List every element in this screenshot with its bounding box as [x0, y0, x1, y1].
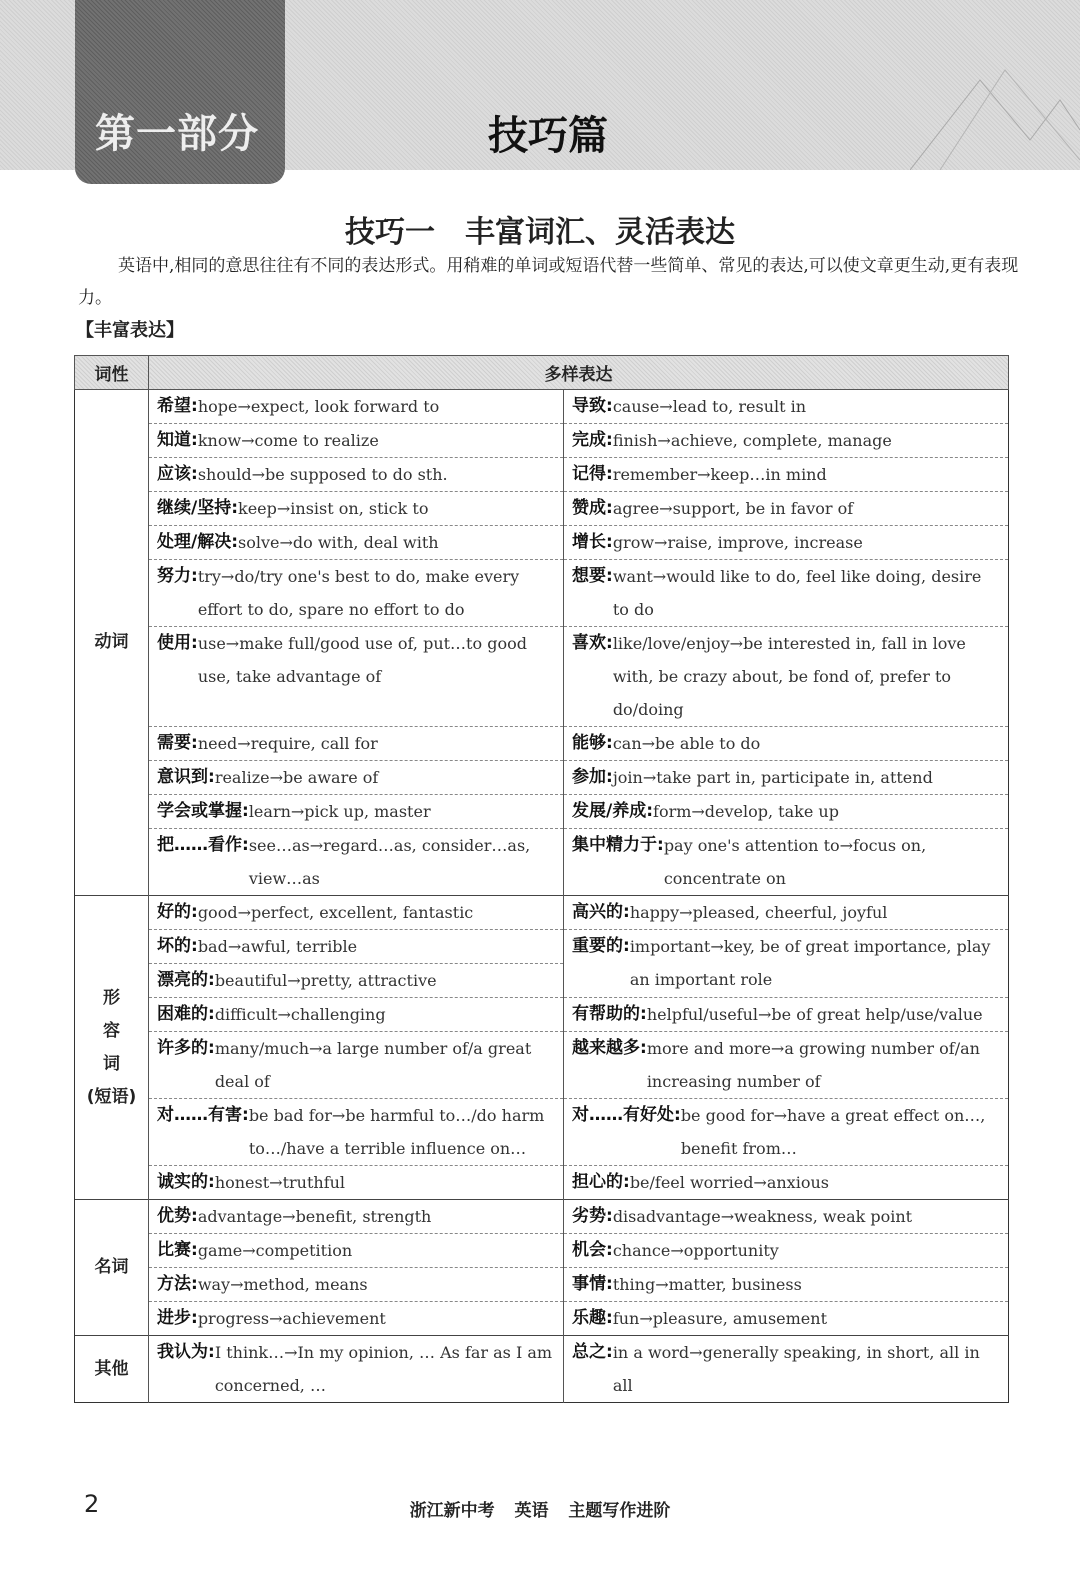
expression-text: in a word→generally speaking, in short, all in all — [612, 1343, 980, 1395]
expression-entry — [572, 930, 1000, 996]
right-cell — [564, 526, 1009, 560]
meaning-label: 应该: — [157, 464, 198, 484]
meaning-label: 喜欢: — [572, 633, 613, 653]
right-cell — [564, 1032, 1009, 1099]
table-row — [75, 526, 1009, 560]
meaning-label: 越来越多: — [572, 1038, 647, 1058]
meaning-label: 想要: — [572, 566, 613, 586]
expression-entry — [572, 1234, 1000, 1267]
expression-text: be/feel worried→anxious — [629, 1173, 829, 1192]
expression-text: hope→expect, look forward to — [197, 397, 440, 416]
expression-entry — [157, 829, 555, 895]
right-cell — [564, 727, 1009, 761]
expression-text: learn→pick up, master — [248, 802, 431, 821]
expression-text: game→competition — [197, 1241, 353, 1260]
part-label: 第一部分 — [95, 111, 259, 157]
expression-entry — [157, 526, 555, 559]
right-cell — [564, 390, 1009, 424]
table-row — [75, 424, 1009, 458]
meaning-label: 集中精力于: — [572, 835, 664, 855]
right-cell — [564, 930, 1009, 998]
table-row — [75, 998, 1009, 1032]
expression-entry — [572, 424, 1000, 457]
meaning-label: 增长: — [572, 532, 613, 552]
table-row — [75, 1234, 1009, 1268]
right-cell — [564, 1099, 1009, 1166]
meaning-label: 乐趣: — [572, 1308, 613, 1328]
expression-entry — [572, 727, 1000, 760]
right-cell — [564, 1234, 1009, 1268]
meaning-label: 我认为: — [157, 1342, 215, 1362]
meaning-label: 把……看作: — [157, 835, 249, 855]
expression-text: advantage→benefit, strength — [197, 1207, 432, 1226]
expression-text: should→be supposed to do sth. — [197, 465, 448, 484]
expression-entry — [572, 390, 1000, 423]
right-cell — [564, 1302, 1009, 1336]
expression-entry — [157, 998, 555, 1031]
right-cell — [564, 492, 1009, 526]
category-cell: 名词 — [75, 1200, 149, 1336]
expression-text: can→be able to do — [612, 734, 761, 753]
mountain-decoration-icon — [910, 60, 1080, 170]
meaning-label: 总之: — [572, 1342, 613, 1362]
left-cell — [149, 1268, 564, 1302]
table-row — [75, 727, 1009, 761]
table-row — [75, 1166, 1009, 1200]
left-cell — [149, 761, 564, 795]
meaning-label: 机会: — [572, 1240, 613, 1260]
expression-text: see…as→regard…as, consider…as, view…as — [248, 836, 531, 888]
left-cell — [149, 727, 564, 761]
left-cell — [149, 492, 564, 526]
expression-text: use→make full/good use of, put…to good use, take advantage of — [197, 634, 527, 686]
expression-entry — [157, 964, 555, 997]
left-cell — [149, 627, 564, 727]
right-cell — [564, 1166, 1009, 1200]
table-row — [75, 1200, 1009, 1234]
left-cell — [149, 829, 564, 896]
meaning-label: 希望: — [157, 396, 198, 416]
expression-entry — [157, 1336, 555, 1402]
header-expressions: 多样表达 — [149, 356, 1009, 390]
left-cell — [149, 1099, 564, 1166]
expression-text: like/love/enjoy→be interested in, fall in love with, be crazy about, be fond of, prefer to do/doing — [612, 634, 966, 719]
expression-text: pay one's attention to→focus on, concentrate on — [663, 836, 927, 888]
meaning-label: 导致: — [572, 396, 613, 416]
expression-entry — [572, 1268, 1000, 1301]
left-cell — [149, 560, 564, 627]
expression-text: happy→pleased, cheerful, joyful — [629, 903, 888, 922]
meaning-label: 对……有害: — [157, 1105, 249, 1125]
meaning-label: 意识到: — [157, 767, 215, 787]
expression-entry — [157, 1234, 555, 1267]
meaning-label: 高兴的: — [572, 902, 630, 922]
expression-entry — [157, 1032, 555, 1098]
meaning-label: 学会或掌握: — [157, 801, 249, 821]
expression-text: fun→pleasure, amusement — [612, 1309, 827, 1328]
expression-entry — [157, 727, 555, 760]
expression-text: be bad for→be harmful to…/do harm to…/have a terrible influence on… — [248, 1106, 545, 1158]
expression-text: need→require, call for — [197, 734, 378, 753]
table-row — [75, 896, 1009, 930]
expression-text: join→take part in, participate in, attend — [612, 768, 933, 787]
meaning-label: 方法: — [157, 1274, 198, 1294]
table-row — [75, 761, 1009, 795]
expression-text: honest→truthful — [214, 1173, 346, 1192]
skill-title: 技巧一 丰富词汇、灵活表达 — [345, 215, 735, 250]
expression-text: want→would like to do, feel like doing, desire to do — [612, 567, 982, 619]
right-cell — [564, 998, 1009, 1032]
expression-text: grow→raise, improve, increase — [612, 533, 863, 552]
header-pos: 词性 — [75, 356, 149, 390]
expression-text: beautiful→pretty, attractive — [214, 971, 437, 990]
expression-text: important→key, be of great importance, play an important role — [629, 937, 991, 989]
left-cell — [149, 424, 564, 458]
table-row — [75, 829, 1009, 896]
table-row — [75, 930, 1009, 964]
right-cell — [564, 1200, 1009, 1234]
expression-entry — [157, 424, 555, 457]
meaning-label: 发展/养成: — [572, 801, 654, 821]
part-title: 技巧篇 — [488, 113, 608, 159]
meaning-label: 对……有好处: — [572, 1105, 681, 1125]
expression-entry — [572, 1200, 1000, 1233]
table-row — [75, 458, 1009, 492]
expression-text: chance→opportunity — [612, 1241, 779, 1260]
meaning-label: 继续/坚持: — [157, 498, 239, 518]
meaning-label: 劣势: — [572, 1206, 613, 1226]
meaning-label: 许多的: — [157, 1038, 215, 1058]
expression-text: difficult→challenging — [214, 1005, 386, 1024]
meaning-label: 事情: — [572, 1274, 613, 1294]
left-cell — [149, 998, 564, 1032]
expression-entry — [157, 458, 555, 491]
meaning-label: 参加: — [572, 767, 613, 787]
expression-entry — [157, 1166, 555, 1199]
expression-entry — [572, 1166, 1000, 1199]
right-cell — [564, 761, 1009, 795]
meaning-label: 努力: — [157, 566, 198, 586]
expression-entry — [572, 492, 1000, 525]
table-row — [75, 1268, 1009, 1302]
left-cell — [149, 1166, 564, 1200]
table-row — [75, 1099, 1009, 1166]
part-tab — [75, 0, 285, 184]
table-row — [75, 795, 1009, 829]
expression-entry — [572, 1032, 1000, 1098]
meaning-label: 优势: — [157, 1206, 198, 1226]
expression-entry — [157, 795, 555, 828]
category-cell: 形 容 词 (短语) — [75, 896, 149, 1200]
expression-text: solve→do with, deal with — [238, 533, 439, 552]
right-cell — [564, 829, 1009, 896]
expression-text: try→do/try one's best to do, make every effort to do, spare no effort to do — [197, 567, 520, 619]
expression-entry — [157, 1268, 555, 1301]
expression-entry — [157, 761, 555, 794]
left-cell — [149, 964, 564, 998]
left-cell — [149, 1200, 564, 1234]
expression-text: know→come to realize — [197, 431, 379, 450]
left-cell — [149, 795, 564, 829]
expression-entry — [157, 896, 555, 929]
intro-paragraph: 英语中,相同的意思往往有不同的表达形式。用稍难的单词或短语代替一些简单、常见的表达,可以使文章更生动,更有表现力。 — [78, 256, 1019, 308]
left-cell — [149, 896, 564, 930]
table-row — [75, 390, 1009, 424]
meaning-label: 担心的: — [572, 1172, 630, 1192]
expression-entry — [572, 998, 1000, 1031]
expression-entry — [572, 627, 1000, 726]
expression-text: many/much→a large number of/a great deal of — [214, 1039, 532, 1091]
meaning-label: 诚实的: — [157, 1172, 215, 1192]
meaning-label: 比赛: — [157, 1240, 198, 1260]
category-cell: 动词 — [75, 390, 149, 896]
right-cell — [564, 1336, 1009, 1403]
expression-entry — [157, 1302, 555, 1335]
table-row — [75, 627, 1009, 727]
expression-text: be good for→have a great effect on…, benefit from… — [680, 1106, 986, 1158]
expression-text: progress→achievement — [197, 1309, 386, 1328]
left-cell — [149, 930, 564, 964]
left-cell — [149, 458, 564, 492]
expression-entry — [572, 458, 1000, 491]
meaning-label: 重要的: — [572, 936, 630, 956]
left-cell — [149, 1234, 564, 1268]
expression-text: remember→keep…in mind — [612, 465, 827, 484]
expression-entry — [572, 761, 1000, 794]
expression-entry — [157, 390, 555, 423]
expression-text: way→method, means — [197, 1275, 368, 1294]
expression-entry — [572, 829, 1000, 895]
expression-entry — [157, 492, 555, 525]
expression-text: more and more→a growing number of/an increasing number of — [646, 1039, 980, 1091]
table-row — [75, 1336, 1009, 1403]
expression-text: agree→support, be in favor of — [612, 499, 854, 518]
expression-entry — [157, 560, 555, 626]
table-row — [75, 492, 1009, 526]
right-cell — [564, 627, 1009, 727]
page-number: 2 — [84, 1490, 100, 1518]
left-cell — [149, 1032, 564, 1099]
expression-entry — [572, 1336, 1000, 1402]
right-cell — [564, 896, 1009, 930]
meaning-label: 处理/解决: — [157, 532, 239, 552]
meaning-label: 有帮助的: — [572, 1004, 647, 1024]
expression-entry — [572, 560, 1000, 626]
expression-entry — [572, 896, 1000, 929]
expression-entry — [572, 795, 1000, 828]
expression-entry — [572, 526, 1000, 559]
expression-text: realize→be aware of — [214, 768, 379, 787]
meaning-label: 进步: — [157, 1308, 198, 1328]
meaning-label: 漂亮的: — [157, 970, 215, 990]
meaning-label: 坏的: — [157, 936, 198, 956]
expression-text: keep→insist on, stick to — [238, 499, 429, 518]
expression-text: helpful/useful→be of great help/use/value — [646, 1005, 983, 1024]
meaning-label: 能够: — [572, 733, 613, 753]
right-cell — [564, 424, 1009, 458]
right-cell — [564, 560, 1009, 627]
right-cell — [564, 1268, 1009, 1302]
expression-table — [74, 355, 1009, 1403]
meaning-label: 记得: — [572, 464, 613, 484]
meaning-label: 知道: — [157, 430, 198, 450]
table-row — [75, 1302, 1009, 1336]
category-cell: 其他 — [75, 1336, 149, 1403]
meaning-label: 赞成: — [572, 498, 613, 518]
expression-text: bad→awful, terrible — [197, 937, 358, 956]
meaning-label: 困难的: — [157, 1004, 215, 1024]
meaning-label: 好的: — [157, 902, 198, 922]
meaning-label: 完成: — [572, 430, 613, 450]
expression-entry — [157, 627, 555, 693]
expression-text: I think…→In my opinion, … As far as I am concerned, … — [214, 1343, 553, 1395]
table-row — [75, 1032, 1009, 1099]
expression-entry — [572, 1302, 1000, 1335]
left-cell — [149, 1336, 564, 1403]
right-cell — [564, 795, 1009, 829]
meaning-label: 需要: — [157, 733, 198, 753]
expression-entry — [157, 1200, 555, 1233]
left-cell — [149, 390, 564, 424]
expression-text: thing→matter, business — [612, 1275, 802, 1294]
meaning-label: 使用: — [157, 633, 198, 653]
expression-text: cause→lead to, result in — [612, 397, 807, 416]
left-cell — [149, 1302, 564, 1336]
expression-entry — [157, 930, 555, 963]
section-label: 【丰富表达】 — [76, 320, 184, 341]
right-cell — [564, 458, 1009, 492]
book-title: 浙江新中考 英语 主题写作进阶 — [409, 1501, 671, 1521]
expression-entry — [572, 1099, 1000, 1165]
expression-text: finish→achieve, complete, manage — [612, 431, 892, 450]
expression-text: form→develop, take up — [653, 802, 839, 821]
expression-text: good→perfect, excellent, fantastic — [197, 903, 474, 922]
left-cell — [149, 526, 564, 560]
table-row — [75, 560, 1009, 627]
expression-text: disadvantage→weakness, weak point — [612, 1207, 913, 1226]
expression-entry — [157, 1099, 555, 1165]
